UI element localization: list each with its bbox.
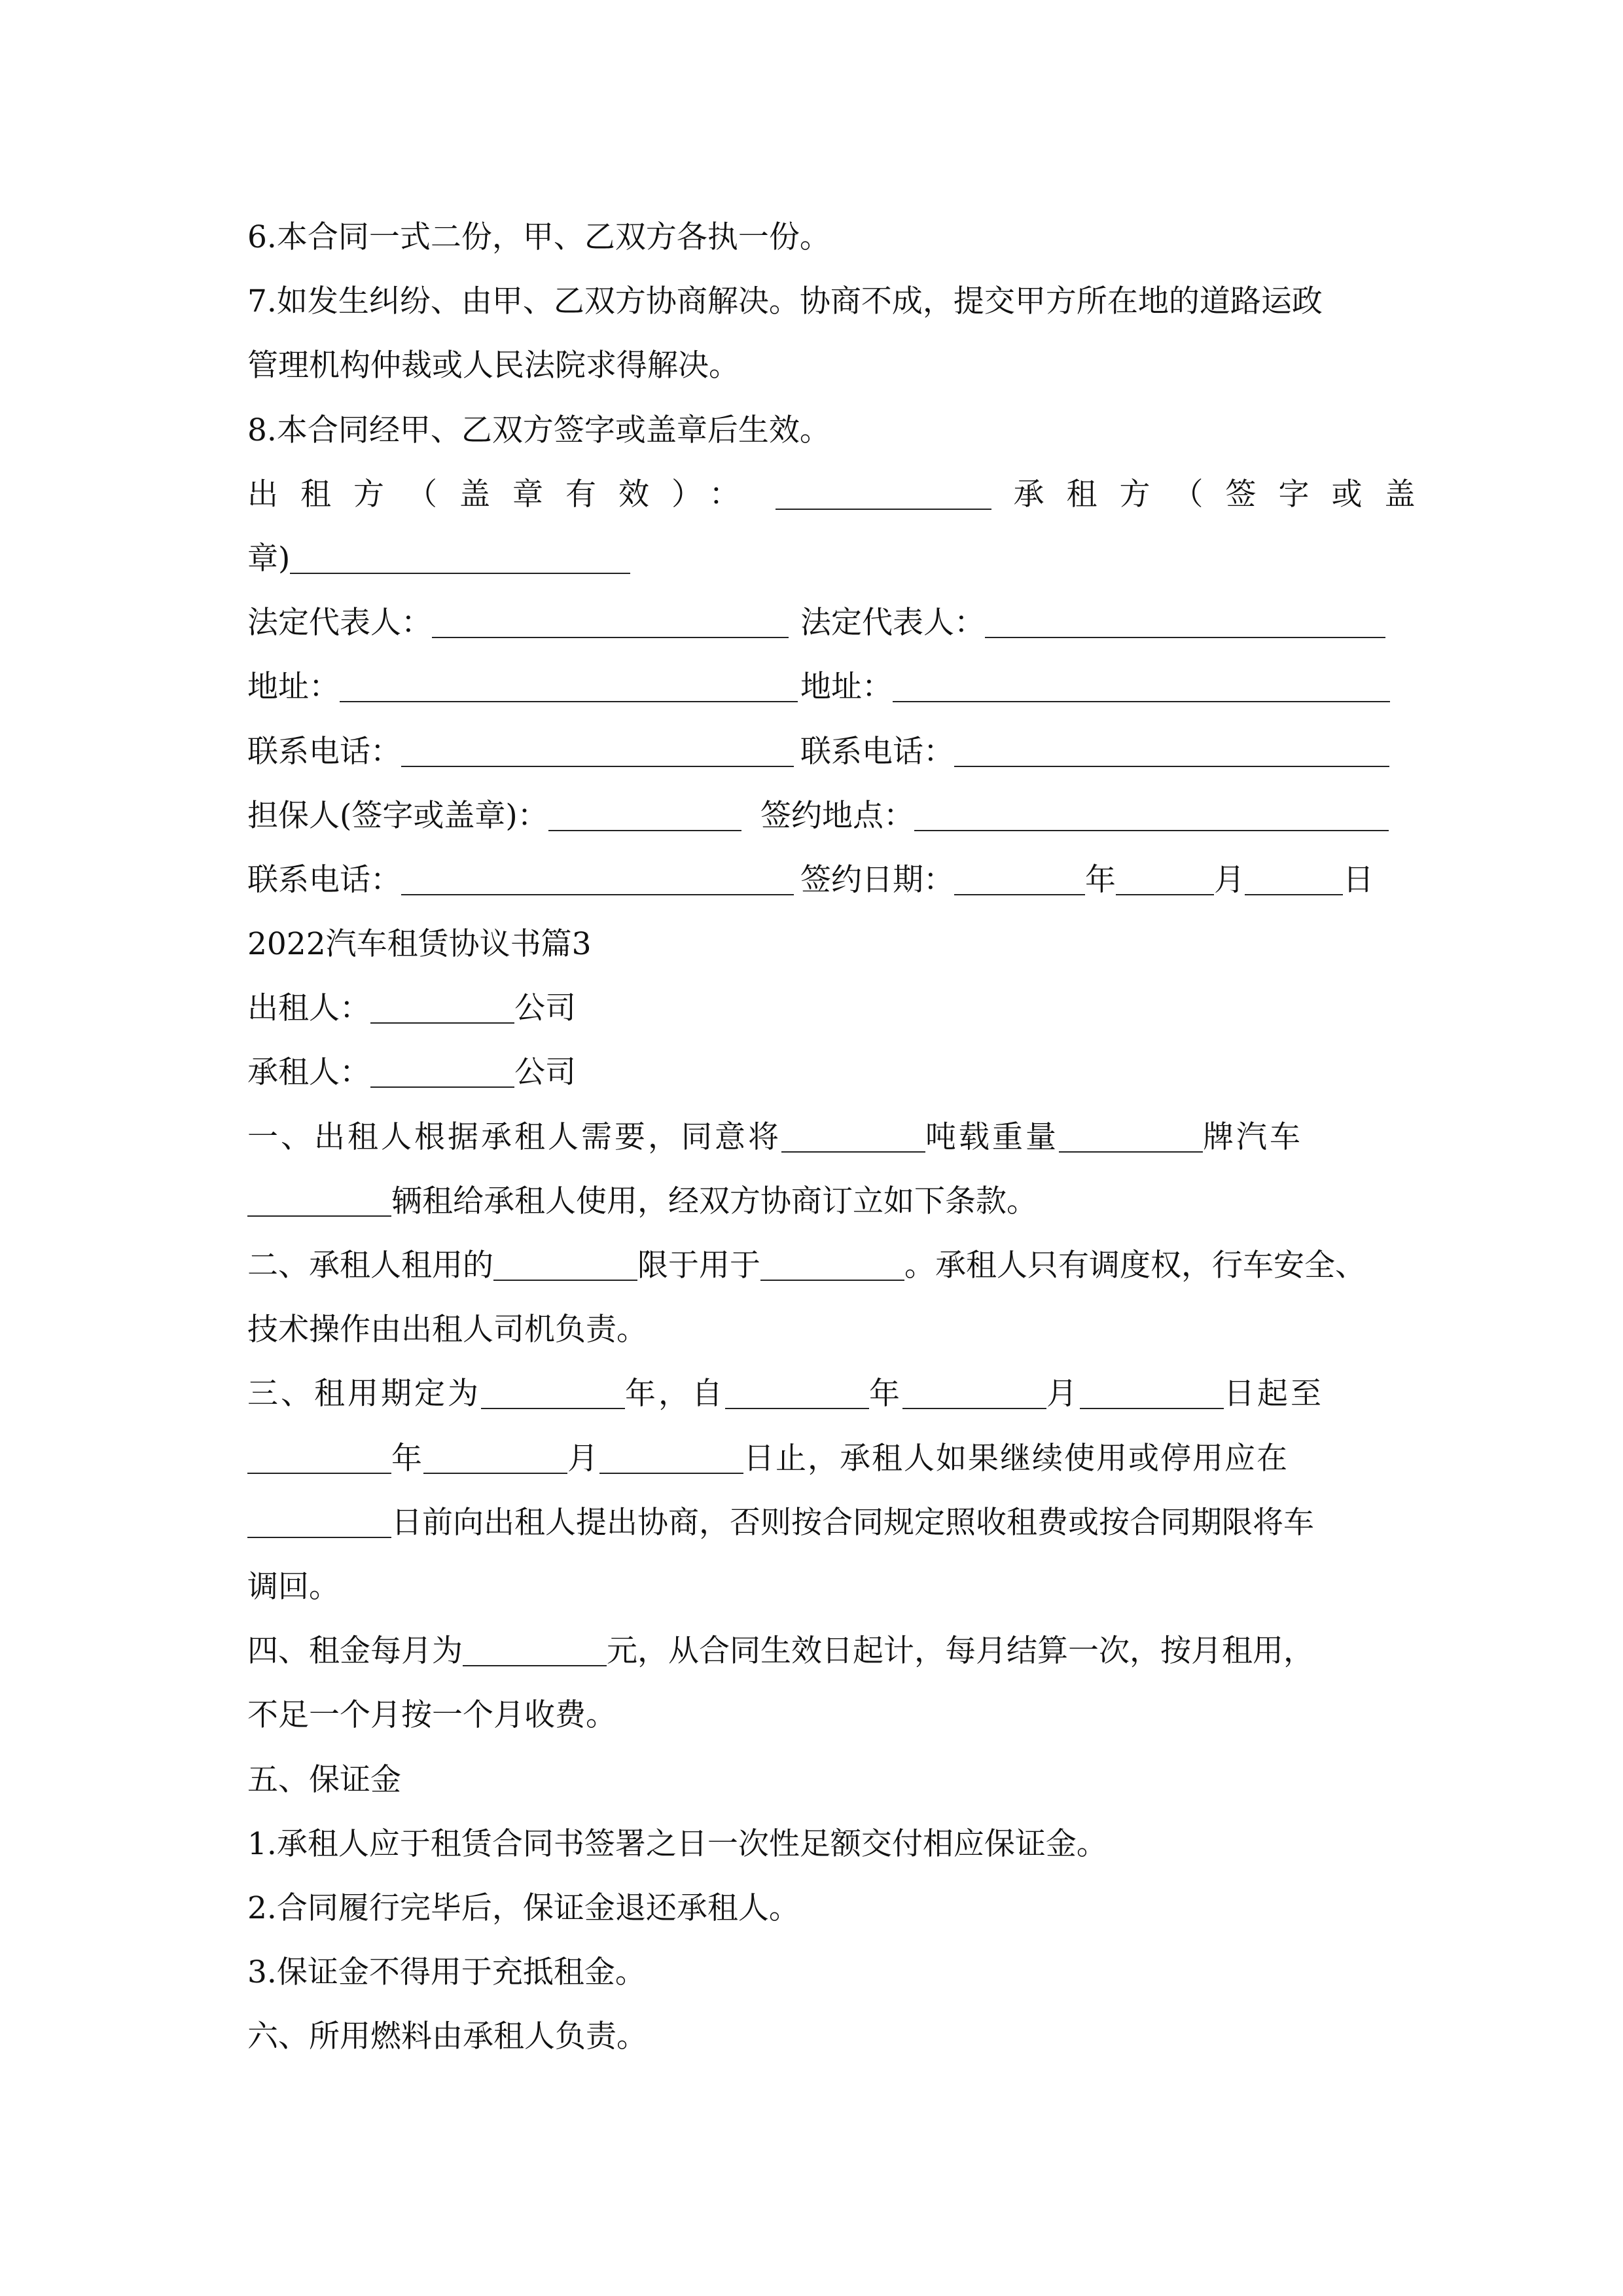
clause-2-line-1	[247, 1234, 1389, 1298]
lessor-seal-blank	[776, 476, 991, 510]
clause-3-blank-7	[599, 1440, 743, 1474]
clause-4-line-2: 不足一个月按一个月收费。	[247, 1697, 616, 1734]
sign-date-row	[247, 848, 1389, 912]
clause-7-line-2: 管理机构仲裁或人民法院求得解决。	[247, 348, 740, 384]
clause-3-line-2	[247, 1427, 1389, 1491]
clause-3-text-h: 日止，承租人如果继续使用或停用应在	[743, 1440, 1289, 1477]
guarantor-label: 担保人(签字或盖章)：	[247, 797, 548, 834]
representative-row	[247, 591, 1389, 655]
clause-3-text-d: 月	[1046, 1376, 1080, 1412]
lessor-seal-label: 出租方（盖章有效）：	[247, 476, 762, 512]
addr-left-blank	[340, 668, 798, 702]
rep-right-group	[800, 591, 1385, 655]
guarantor-blank	[548, 797, 741, 831]
phone-right-label: 联系电话：	[800, 733, 954, 770]
clause-3-blank-6	[423, 1440, 567, 1474]
clause-2-text-a: 二、承租人租用的	[247, 1247, 493, 1283]
clause-8: 8.本合同经甲、乙双方签字或盖章后生效。	[247, 412, 830, 448]
party-lessor-blank	[370, 990, 514, 1024]
clause-3-text-f: 年	[391, 1440, 423, 1477]
phone-row	[247, 720, 1389, 784]
clause-5-item-1: 1.承租人应于租赁合同书签署之日一次性足额交付相应保证金。	[247, 1825, 1107, 1862]
clause-2-text-b: 限于用于	[637, 1247, 760, 1283]
document-page	[247, 206, 1438, 2069]
sign-date-group	[800, 848, 1374, 912]
phone-left-label: 联系电话：	[247, 733, 401, 770]
phone-left-blank	[401, 733, 794, 767]
sign-date-label: 签约日期：	[800, 861, 954, 898]
clause-3-text-g: 月	[567, 1440, 599, 1477]
addr-left-label: 地址：	[247, 669, 340, 706]
clause-6-fuel: 六、所用燃料由承租人负责。	[247, 2018, 647, 2055]
clause-7-line-1: 7.如发生纠纷、由甲、乙双方协商解决。协商不成，提交甲方所在地的道路运政	[247, 283, 1323, 320]
clause-1-line-1	[247, 1105, 1389, 1170]
section-title: 2022汽车租赁协议书篇3	[247, 926, 592, 963]
clause-3-blank-4	[1080, 1375, 1224, 1409]
clause-1-line-2	[247, 1170, 1389, 1234]
addr-right-blank	[893, 668, 1390, 702]
clause-4-blank-1	[463, 1632, 607, 1666]
phone-right-group	[800, 720, 1389, 784]
clause-1-blank-1	[781, 1119, 925, 1153]
clause-2-blank-1	[493, 1247, 637, 1281]
rep-right-blank	[985, 604, 1385, 638]
clause-3-line-4: 调回。	[247, 1568, 340, 1605]
sign-place-blank	[914, 797, 1389, 831]
lessee-sign-label-end: 章)	[247, 540, 291, 577]
clause-3-blank-2	[725, 1375, 869, 1409]
clause-3-text-e: 日起至	[1224, 1376, 1324, 1412]
guarantor-row	[247, 784, 1389, 848]
clause-2-line-2: 技术操作由出租人司机负责。	[247, 1312, 647, 1348]
sign-date-month: 月	[1214, 861, 1245, 898]
phone-right-blank	[954, 733, 1389, 767]
clause-1-text-c: 牌汽车	[1203, 1119, 1303, 1155]
clause-3-text-a: 三、租用期定为	[247, 1376, 481, 1412]
sign-date-year-blank	[954, 861, 1085, 895]
sign-date-month-blank	[1116, 861, 1214, 895]
address-row	[247, 655, 1389, 719]
clause-5-item-2: 2.合同履行完毕后，保证金退还承租人。	[247, 1890, 800, 1926]
lessee-sign-blank	[290, 540, 630, 574]
party-lessor-company: 公司	[514, 990, 576, 1027]
party-lessee-blank	[370, 1054, 514, 1088]
sign-place-label: 签约地点：	[760, 797, 914, 834]
clause-1-text-a: 一、出租人根据承租人需要，同意将	[247, 1119, 781, 1155]
rep-left-blank	[432, 604, 789, 638]
clause-2-blank-2	[760, 1247, 904, 1281]
party-lessor	[247, 977, 1389, 1041]
clause-3-blank-8	[247, 1504, 391, 1538]
clause-3-text-c: 年	[869, 1376, 902, 1412]
clause-1-text-b: 吨载重量	[925, 1119, 1059, 1155]
addr-right-label: 地址：	[800, 669, 893, 706]
phone-left2-blank	[401, 861, 794, 895]
party-lessee	[247, 1041, 1389, 1105]
clause-5-item-3: 3.保证金不得用于充抵租金。	[247, 1954, 646, 1991]
clause-1-text-d: 辆租给承租人使用，经双方协商订立如下条款。	[391, 1183, 1037, 1219]
signature-lessor-row	[247, 463, 1438, 527]
clause-3-text-i: 日前向出租人提出协商，否则按合同规定照收租费或按合同期限将车	[391, 1504, 1314, 1541]
sign-place-group	[760, 784, 1389, 848]
addr-right-group	[800, 655, 1390, 719]
clause-3-blank-3	[902, 1375, 1046, 1409]
clause-6: 6.本合同一式二份，甲、乙双方各执一份。	[247, 219, 830, 255]
party-lessee-company: 公司	[514, 1054, 576, 1091]
clause-3-line-3	[247, 1491, 1389, 1555]
party-lessee-label: 承租人：	[247, 1054, 370, 1091]
phone-left2-label: 联系电话：	[247, 861, 401, 898]
clause-3-text-b: 年，自	[625, 1376, 725, 1412]
sign-date-day-blank	[1245, 861, 1343, 895]
lessee-sign-label: 承租方（签字或盖	[1013, 476, 1438, 512]
rep-left-label: 法定代表人：	[247, 605, 432, 641]
clause-5-title: 五、保证金	[247, 1761, 401, 1798]
clause-3-line-1	[247, 1362, 1389, 1426]
clause-1-blank-2	[1059, 1119, 1203, 1153]
party-lessor-label: 出租人：	[247, 990, 370, 1027]
clause-1-blank-3	[247, 1183, 391, 1217]
sign-date-day: 日	[1343, 861, 1374, 898]
clause-4-text-a: 四、租金每月为	[247, 1633, 463, 1670]
sign-date-year: 年	[1085, 861, 1116, 898]
clause-3-blank-5	[247, 1440, 391, 1474]
clause-2-text-c: 。承租人只有调度权，行车安全、	[904, 1247, 1366, 1283]
rep-right-label: 法定代表人：	[800, 605, 985, 641]
clause-4-text-b: 元，从合同生效日起计，每月结算一次，按月租用，	[607, 1633, 1314, 1670]
clause-4-line-1	[247, 1619, 1389, 1683]
signature-lessee-row	[247, 527, 1389, 591]
clause-3-blank-1	[481, 1375, 625, 1409]
